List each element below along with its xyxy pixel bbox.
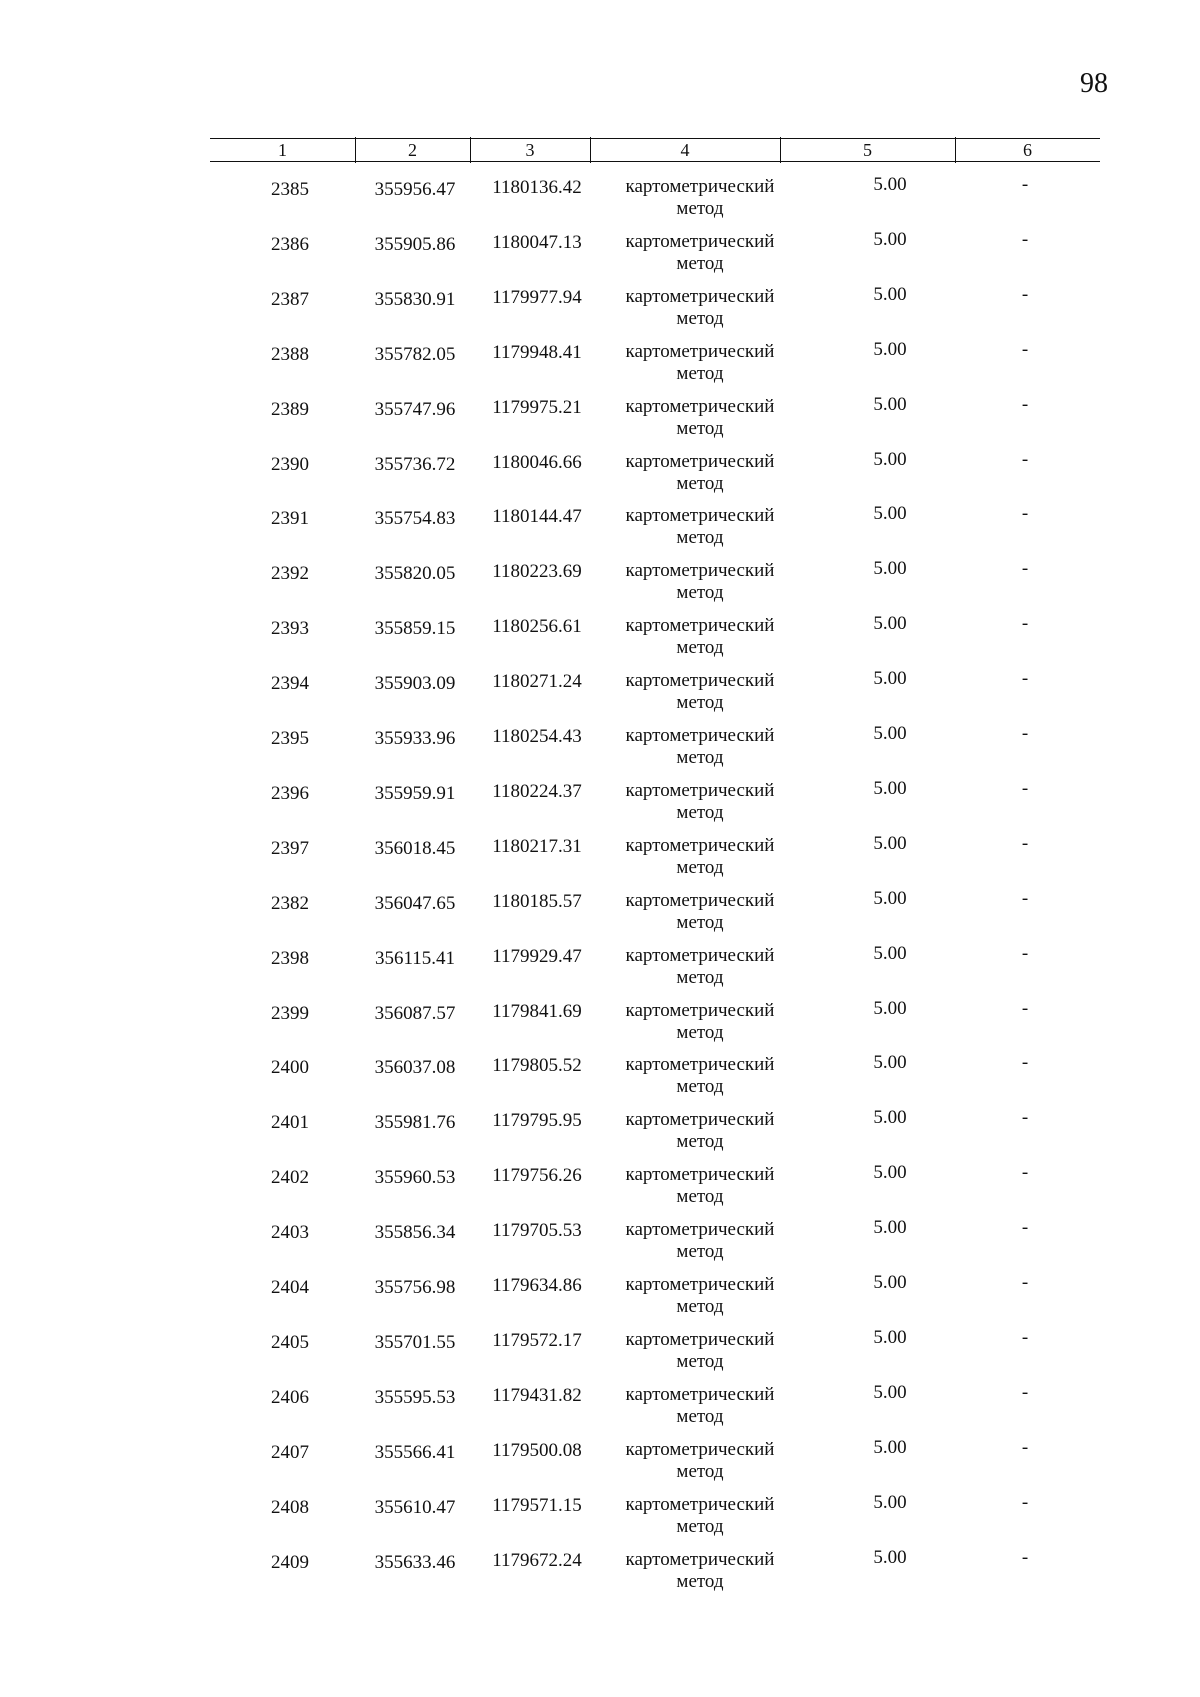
table-row — [210, 338, 1100, 393]
table-row — [210, 1436, 1100, 1491]
point-number: 2402 — [271, 1167, 309, 1189]
point-number: 2389 — [271, 398, 309, 420]
y-coordinate: 1179841.69 — [492, 1000, 582, 1022]
point-number: 2401 — [271, 1112, 309, 1134]
y-coordinate: 1180185.57 — [492, 890, 582, 912]
method-line-1: картометрический — [625, 1548, 775, 1570]
accuracy-value: 5.00 — [873, 448, 907, 470]
method-line-2: метод — [676, 472, 724, 494]
method-cell — [600, 341, 800, 385]
note-value: - — [1021, 613, 1029, 635]
method-line-2: метод — [676, 1405, 724, 1427]
x-coordinate: 355820.05 — [374, 563, 456, 585]
y-coordinate: 1179500.08 — [492, 1439, 582, 1461]
y-coordinate: 1180223.69 — [492, 561, 582, 583]
method-cell — [600, 286, 800, 330]
note-value: - — [1021, 1272, 1029, 1293]
point-number: 2399 — [271, 1002, 309, 1024]
point-number: 2394 — [271, 673, 309, 695]
y-coordinate: 1180047.13 — [492, 231, 582, 253]
y-coordinate: 1179572.17 — [492, 1329, 582, 1351]
method-cell — [600, 176, 800, 220]
method-line-2: метод — [676, 307, 724, 329]
point-number: 2404 — [271, 1277, 309, 1298]
table-row — [210, 1219, 1100, 1271]
method-cell — [600, 1219, 800, 1263]
y-coordinate: 1179805.52 — [492, 1055, 582, 1077]
x-coordinate: 355856.34 — [374, 1222, 456, 1244]
table-row — [210, 1491, 1100, 1546]
accuracy-value: 5.00 — [873, 1107, 907, 1129]
method-line-2: метод — [676, 692, 724, 714]
accuracy-value: 5.00 — [873, 1162, 907, 1184]
header-col-5: 5 — [863, 140, 872, 160]
method-line-1: картометрический — [625, 1383, 775, 1405]
table-row — [210, 228, 1100, 283]
note-value: - — [1021, 228, 1029, 250]
table-row — [210, 942, 1100, 997]
x-coordinate: 355933.96 — [374, 728, 456, 749]
accuracy-value: 5.00 — [873, 723, 907, 744]
method-line-1: картометрический — [625, 999, 775, 1021]
method-cell — [600, 890, 800, 934]
table-row — [210, 283, 1100, 338]
x-coordinate: 355905.86 — [374, 233, 456, 255]
method-line-1: картометрический — [625, 340, 775, 362]
header-col-4: 4 — [680, 140, 690, 160]
method-line-1: картометрический — [625, 670, 775, 692]
method-line-1: картометрический — [625, 1493, 775, 1515]
table-row — [210, 615, 1100, 667]
note-value: - — [1021, 503, 1029, 525]
method-line-2: метод — [676, 1350, 724, 1372]
x-coordinate: 355959.91 — [374, 782, 456, 804]
accuracy-value: 5.00 — [873, 393, 907, 415]
method-cell — [600, 725, 800, 769]
method-line-2: метод — [676, 856, 724, 878]
table-row — [210, 832, 1100, 887]
note-value: - — [1021, 1217, 1029, 1239]
x-coordinate: 355633.46 — [374, 1551, 456, 1573]
accuracy-value: 5.00 — [873, 942, 907, 964]
x-coordinate: 355756.98 — [374, 1277, 456, 1298]
header-col-6: 6 — [1023, 140, 1032, 160]
point-number: 2398 — [271, 947, 309, 969]
note-value: - — [1021, 1162, 1029, 1184]
point-number: 2405 — [271, 1331, 309, 1353]
accuracy-value: 5.00 — [873, 228, 907, 250]
method-line-2: метод — [676, 1186, 724, 1208]
note-value: - — [1021, 1381, 1029, 1403]
method-line-2: метод — [676, 252, 724, 274]
accuracy-value: 5.00 — [873, 1326, 907, 1348]
y-coordinate: 1179705.53 — [492, 1220, 582, 1242]
note-value: - — [1021, 174, 1029, 195]
y-coordinate: 1180256.61 — [492, 616, 582, 638]
method-cell — [600, 1164, 800, 1208]
method-line-1: картометрический — [625, 725, 775, 746]
method-line-1: картометрический — [625, 1438, 775, 1460]
x-coordinate: 355747.96 — [374, 398, 456, 420]
y-coordinate: 1180271.24 — [492, 671, 582, 693]
method-cell — [600, 1274, 800, 1318]
x-coordinate: 355782.05 — [374, 343, 456, 365]
point-number: 2407 — [271, 1441, 309, 1463]
accuracy-value: 5.00 — [873, 1436, 907, 1458]
point-number: 2385 — [271, 179, 309, 200]
method-line-1: картометрический — [625, 395, 775, 417]
method-cell — [600, 1000, 800, 1044]
method-line-1: картометрический — [625, 1219, 775, 1241]
method-cell — [600, 1494, 800, 1538]
table-row — [210, 887, 1100, 942]
method-cell — [600, 1439, 800, 1483]
accuracy-value: 5.00 — [873, 503, 907, 525]
accuracy-value: 5.00 — [873, 174, 907, 195]
x-coordinate: 356037.08 — [374, 1057, 456, 1079]
table-row — [210, 176, 1100, 228]
y-coordinate: 1180224.37 — [492, 780, 582, 802]
table-row — [210, 448, 1100, 503]
method-line-2: метод — [676, 1131, 724, 1153]
method-line-2: метод — [676, 1076, 724, 1098]
method-cell — [600, 1329, 800, 1373]
note-value: - — [1021, 283, 1029, 305]
table-row — [210, 997, 1100, 1052]
x-coordinate: 356115.41 — [374, 947, 456, 969]
table-row — [210, 1164, 1100, 1216]
method-line-2: метод — [676, 582, 724, 604]
point-number: 2393 — [271, 618, 309, 640]
x-coordinate: 355960.53 — [374, 1167, 456, 1189]
x-coordinate: 355859.15 — [374, 618, 456, 640]
method-line-2: метод — [676, 747, 724, 768]
table-row — [210, 1546, 1100, 1601]
accuracy-value: 5.00 — [873, 1491, 907, 1513]
point-number: 2409 — [271, 1551, 309, 1573]
accuracy-value: 5.00 — [873, 1381, 907, 1403]
method-cell — [600, 835, 800, 879]
x-coordinate: 355701.55 — [374, 1331, 456, 1353]
table-row — [210, 1054, 1100, 1106]
x-coordinate: 355956.47 — [374, 179, 456, 200]
point-number: 2397 — [271, 837, 309, 859]
method-cell — [600, 505, 800, 549]
y-coordinate: 1179634.86 — [492, 1275, 582, 1296]
note-value: - — [1021, 1436, 1029, 1458]
point-number: 2395 — [271, 728, 309, 749]
method-line-2: метод — [676, 911, 724, 933]
accuracy-value: 5.00 — [873, 338, 907, 360]
x-coordinate: 355566.41 — [374, 1441, 456, 1463]
method-cell — [600, 615, 800, 659]
accuracy-value: 5.00 — [873, 283, 907, 305]
y-coordinate: 1179948.41 — [492, 341, 582, 363]
note-value: - — [1021, 1107, 1029, 1129]
method-cell — [600, 396, 800, 440]
accuracy-value: 5.00 — [873, 613, 907, 635]
y-coordinate: 1179756.26 — [492, 1165, 582, 1187]
note-value: - — [1021, 338, 1029, 360]
accuracy-value: 5.00 — [873, 832, 907, 854]
method-line-2: метод — [676, 1460, 724, 1482]
accuracy-value: 5.00 — [873, 887, 907, 909]
note-value: - — [1021, 942, 1029, 964]
point-number: 2400 — [271, 1057, 309, 1079]
table-row — [210, 1326, 1100, 1381]
y-coordinate: 1179795.95 — [492, 1110, 582, 1132]
method-line-2: метод — [676, 198, 724, 219]
method-line-1: картометрический — [625, 285, 775, 307]
y-coordinate: 1179571.15 — [492, 1494, 582, 1516]
y-coordinate: 1179431.82 — [492, 1384, 582, 1406]
method-line-2: метод — [676, 417, 724, 439]
method-cell — [600, 451, 800, 495]
method-line-1: картометрический — [625, 176, 775, 197]
accuracy-value: 5.00 — [873, 1546, 907, 1568]
table-row — [210, 560, 1100, 612]
table-row — [210, 1274, 1100, 1326]
note-value: - — [1021, 887, 1029, 909]
note-value: - — [1021, 723, 1029, 744]
method-cell — [600, 1549, 800, 1593]
x-coordinate: 356047.65 — [374, 892, 456, 914]
method-cell — [600, 1054, 800, 1098]
point-number: 2392 — [271, 563, 309, 585]
method-line-2: метод — [676, 362, 724, 384]
x-coordinate: 355595.53 — [374, 1386, 456, 1408]
note-value: - — [1021, 448, 1029, 470]
point-number: 2391 — [271, 508, 309, 530]
note-value: - — [1021, 777, 1029, 799]
header-col-1: 1 — [278, 140, 287, 160]
method-line-2: метод — [676, 1515, 724, 1537]
note-value: - — [1021, 393, 1029, 415]
table-row — [210, 393, 1100, 448]
table-row — [210, 1381, 1100, 1436]
method-line-1: картометрический — [625, 1054, 775, 1076]
method-cell — [600, 1109, 800, 1153]
y-coordinate: 1180217.31 — [492, 835, 582, 857]
point-number: 2403 — [271, 1222, 309, 1244]
accuracy-value: 5.00 — [873, 1052, 907, 1074]
note-value: - — [1021, 832, 1029, 854]
table-header — [210, 138, 1100, 162]
method-line-2: метод — [676, 1296, 724, 1317]
note-value: - — [1021, 1052, 1029, 1074]
table-row — [210, 725, 1100, 777]
point-number: 2396 — [271, 782, 309, 804]
method-line-1: картометрический — [625, 450, 775, 472]
note-value: - — [1021, 1326, 1029, 1348]
table-row — [210, 777, 1100, 832]
method-line-2: метод — [676, 1021, 724, 1043]
method-line-2: метод — [676, 966, 724, 988]
page-number: 98 — [1080, 68, 1108, 99]
method-line-1: картометрический — [625, 1274, 775, 1295]
method-line-1: картометрический — [625, 615, 775, 637]
method-line-2: метод — [676, 1570, 724, 1592]
accuracy-value: 5.00 — [873, 1272, 907, 1293]
x-coordinate: 355830.91 — [374, 288, 456, 310]
method-cell — [600, 780, 800, 824]
method-line-1: картометрический — [625, 779, 775, 801]
x-coordinate: 355736.72 — [374, 453, 456, 475]
x-coordinate: 355903.09 — [374, 673, 456, 695]
note-value: - — [1021, 1546, 1029, 1568]
y-coordinate: 1180254.43 — [492, 726, 582, 747]
point-number: 2387 — [271, 288, 309, 310]
method-line-1: картометрический — [625, 230, 775, 252]
method-line-2: метод — [676, 1241, 724, 1263]
method-cell — [600, 1384, 800, 1428]
note-value: - — [1021, 668, 1029, 690]
accuracy-value: 5.00 — [873, 997, 907, 1019]
point-number: 2390 — [271, 453, 309, 475]
x-coordinate: 355610.47 — [374, 1496, 456, 1518]
accuracy-value: 5.00 — [873, 668, 907, 690]
header-col-3: 3 — [525, 140, 535, 160]
note-value: - — [1021, 997, 1029, 1019]
method-line-2: метод — [676, 527, 724, 549]
method-line-1: картометрический — [625, 889, 775, 911]
method-line-1: картометрический — [625, 560, 775, 582]
x-coordinate: 355754.83 — [374, 508, 456, 530]
x-coordinate: 356018.45 — [374, 837, 456, 859]
point-number: 2406 — [271, 1386, 309, 1408]
table-row — [210, 1109, 1100, 1161]
method-cell — [600, 231, 800, 275]
y-coordinate: 1179672.24 — [492, 1549, 582, 1571]
x-coordinate: 356087.57 — [374, 1002, 456, 1024]
y-coordinate: 1180046.66 — [492, 451, 582, 473]
note-value: - — [1021, 1491, 1029, 1513]
point-number: 2386 — [271, 233, 309, 255]
method-line-2: метод — [676, 637, 724, 659]
method-line-1: картометрический — [625, 1109, 775, 1131]
note-value: - — [1021, 558, 1029, 580]
method-line-1: картометрический — [625, 834, 775, 856]
point-number: 2408 — [271, 1496, 309, 1518]
method-line-1: картометрический — [625, 505, 775, 527]
method-cell — [600, 560, 800, 604]
point-number: 2382 — [271, 892, 309, 914]
method-line-1: картометрический — [625, 1164, 775, 1186]
method-line-2: метод — [676, 801, 724, 823]
accuracy-value: 5.00 — [873, 777, 907, 799]
method-cell — [600, 670, 800, 714]
y-coordinate: 1179929.47 — [492, 945, 582, 967]
y-coordinate: 1179977.94 — [492, 286, 582, 308]
accuracy-value: 5.00 — [873, 558, 907, 580]
y-coordinate: 1179975.21 — [492, 396, 582, 418]
header-col-2: 2 — [408, 140, 417, 160]
y-coordinate: 1180136.42 — [492, 177, 582, 198]
point-number: 2388 — [271, 343, 309, 365]
y-coordinate: 1180144.47 — [492, 506, 582, 528]
method-line-1: картометрический — [625, 1328, 775, 1350]
table-row — [210, 505, 1100, 557]
method-cell — [600, 945, 800, 989]
x-coordinate: 355981.76 — [374, 1112, 456, 1134]
method-line-1: картометрический — [625, 944, 775, 966]
table-row — [210, 670, 1100, 722]
accuracy-value: 5.00 — [873, 1217, 907, 1239]
